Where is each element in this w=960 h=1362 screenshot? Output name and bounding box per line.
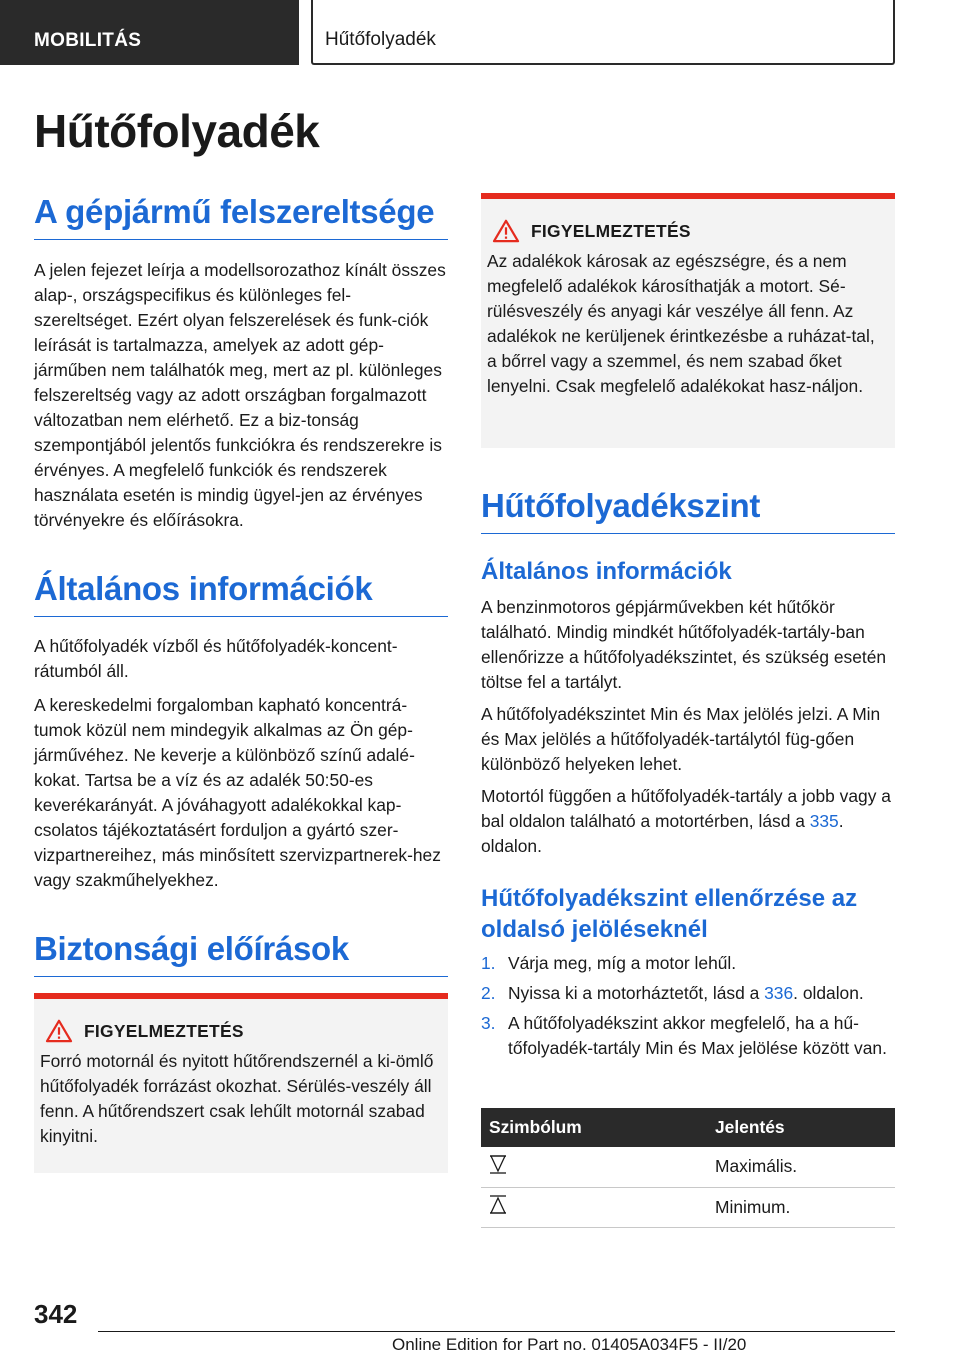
meaning-cell: Minimum. xyxy=(707,1187,895,1227)
page-title: Hűtőfolyadék xyxy=(34,105,320,157)
safety-heading: Biztonsági előírások xyxy=(34,930,448,977)
section-label: MOBILITÁS xyxy=(34,30,142,51)
edition-note: Online Edition for Part no. 01405A034F5 - II/20 xyxy=(392,1335,747,1354)
equipment-text: A jelen fejezet leírja a modellsorozathoz kínált összes alap-, országspecifikus és különleges fel-szereltséget. Ezért olyan felszerelések és funk-ciók leírását is tartalmazza, amelyek az adott gép-járműben nem találhatók meg, mert az pl. különleges felszereltség vagy az adott országban forgalmazott változatban nem elérhető. Ez a biz-tonság szempontjából jelentős funkciókra és rendszerekre is érvényes. A megfelelő funkciók és rendszerek használata esetén is mindig ügyel-jen az érvényes törvényekre és előírásokra. xyxy=(34,260,446,530)
general-heading-left: Általános információk xyxy=(34,570,448,617)
general-text-1: A hűtőfolyadék vízből és hűtőfolyadék-koncent-rátumból áll. xyxy=(34,636,398,681)
step-item: 3. A hűtőfolyadékszint akkor megfelelő, ha a hű-tőfolyadék-tartály Min és Max jelölése között van. xyxy=(481,1013,887,1058)
section-tab xyxy=(0,0,299,65)
chapter-tab xyxy=(311,0,895,65)
level-text-3: Motortól függően a hűtőfolyadék-tartály a jobb vagy a bal oldalon található a motortérben, lásd a 335. oldalon. xyxy=(481,786,891,856)
min-mark-icon xyxy=(489,1195,507,1215)
warning-triangle-icon xyxy=(44,1019,74,1043)
warning-text: Forró motornál és nyitott hűtőrendszernél a ki-ömlő hűtőfolyadék forrázást okozhat. Sérülés-veszély áll fenn. A hűtőrendszert csak lehűlt motornál szabad kinyitni. xyxy=(40,1051,434,1146)
warning-text: Az adalékok károsak az egészségre, és a nem megfelelő adalékok károsíthatják a motort. Sé-rülésveszély és anyagi kár veszélye áll fenn. Az adalékok ne kerüljenek érintkezésbe a ruházat-tal, a bőrrel vagy a szemmel, és nem szabad őket lenyelni. Csak megfelelő adalékokat hasz-náljon. xyxy=(487,251,875,396)
warning-label: FIGYELMEZTETÉS xyxy=(531,220,691,241)
warning-box-hot-coolant xyxy=(34,993,448,1173)
symbol-table xyxy=(481,1108,895,1228)
table-row xyxy=(481,1187,895,1227)
level-heading: Hűtőfolyadékszint xyxy=(481,487,895,534)
warning-label: FIGYELMEZTETÉS xyxy=(84,1020,244,1041)
check-steps xyxy=(481,951,895,1066)
warning-triangle-icon xyxy=(491,219,521,243)
table-row xyxy=(481,1147,895,1187)
table-header-row xyxy=(481,1108,895,1147)
meaning-cell: Maximális. xyxy=(707,1147,895,1187)
page-link-335[interactable]: 335 xyxy=(809,811,839,831)
warning-box-additives xyxy=(481,193,895,448)
level-text-1: A benzinmotoros gépjárművekben két hűtőkör található. Mindig mindkét hűtőfolyadék-tartály-ban ellenőrizze a hűtőfolyadékszintet, és szükség esetén töltse fel a tartályt. xyxy=(481,597,887,692)
level-text-2: A hűtőfolyadékszintet Min és Max jelölés jelzi. A Min és Max jelölés a hűtőfolyadék-tartálytól füg-gően különböző helyeken lehet. xyxy=(481,704,881,774)
page-number: 342 xyxy=(34,1299,78,1329)
equipment-heading: A gépjármű felszereltsége xyxy=(34,193,448,240)
chapter-label: Hűtőfolyadék xyxy=(325,29,436,50)
step-item: 1. Várja meg, míg a motor lehűl. xyxy=(481,953,737,973)
general-heading-right: Általános információk xyxy=(481,558,732,585)
page-link-336[interactable]: 336 xyxy=(764,983,794,1003)
footer-divider xyxy=(98,1331,895,1332)
check-heading: Hűtőfolyadékszint ellenőrzése az oldalsó jelöléseknél xyxy=(481,885,858,943)
col-header-symbol: Szimbólum xyxy=(481,1108,707,1147)
general-text-2: A kereskedelmi forgalomban kapható koncentrá-tumok közül nem mindegyik alkalmas az Ön gép-járművéhez. Ne keverje a különböző színű adalé-kokat. Tartsa be a víz és az adalék 50:50-es keverékarányát. A jóváhagyott adalékokkal kap-csolatos tájékoztatásért forduljon a gyártó szer-vizpartnereihez, más minősített szervizpartnerek-hez vagy szakműhelyekhez. xyxy=(34,695,441,890)
step-item: 2. Nyissa ki a motorháztetőt, lásd a 336. oldalon. xyxy=(481,983,864,1003)
max-mark-icon xyxy=(489,1154,507,1174)
col-header-meaning: Jelentés xyxy=(707,1108,895,1147)
